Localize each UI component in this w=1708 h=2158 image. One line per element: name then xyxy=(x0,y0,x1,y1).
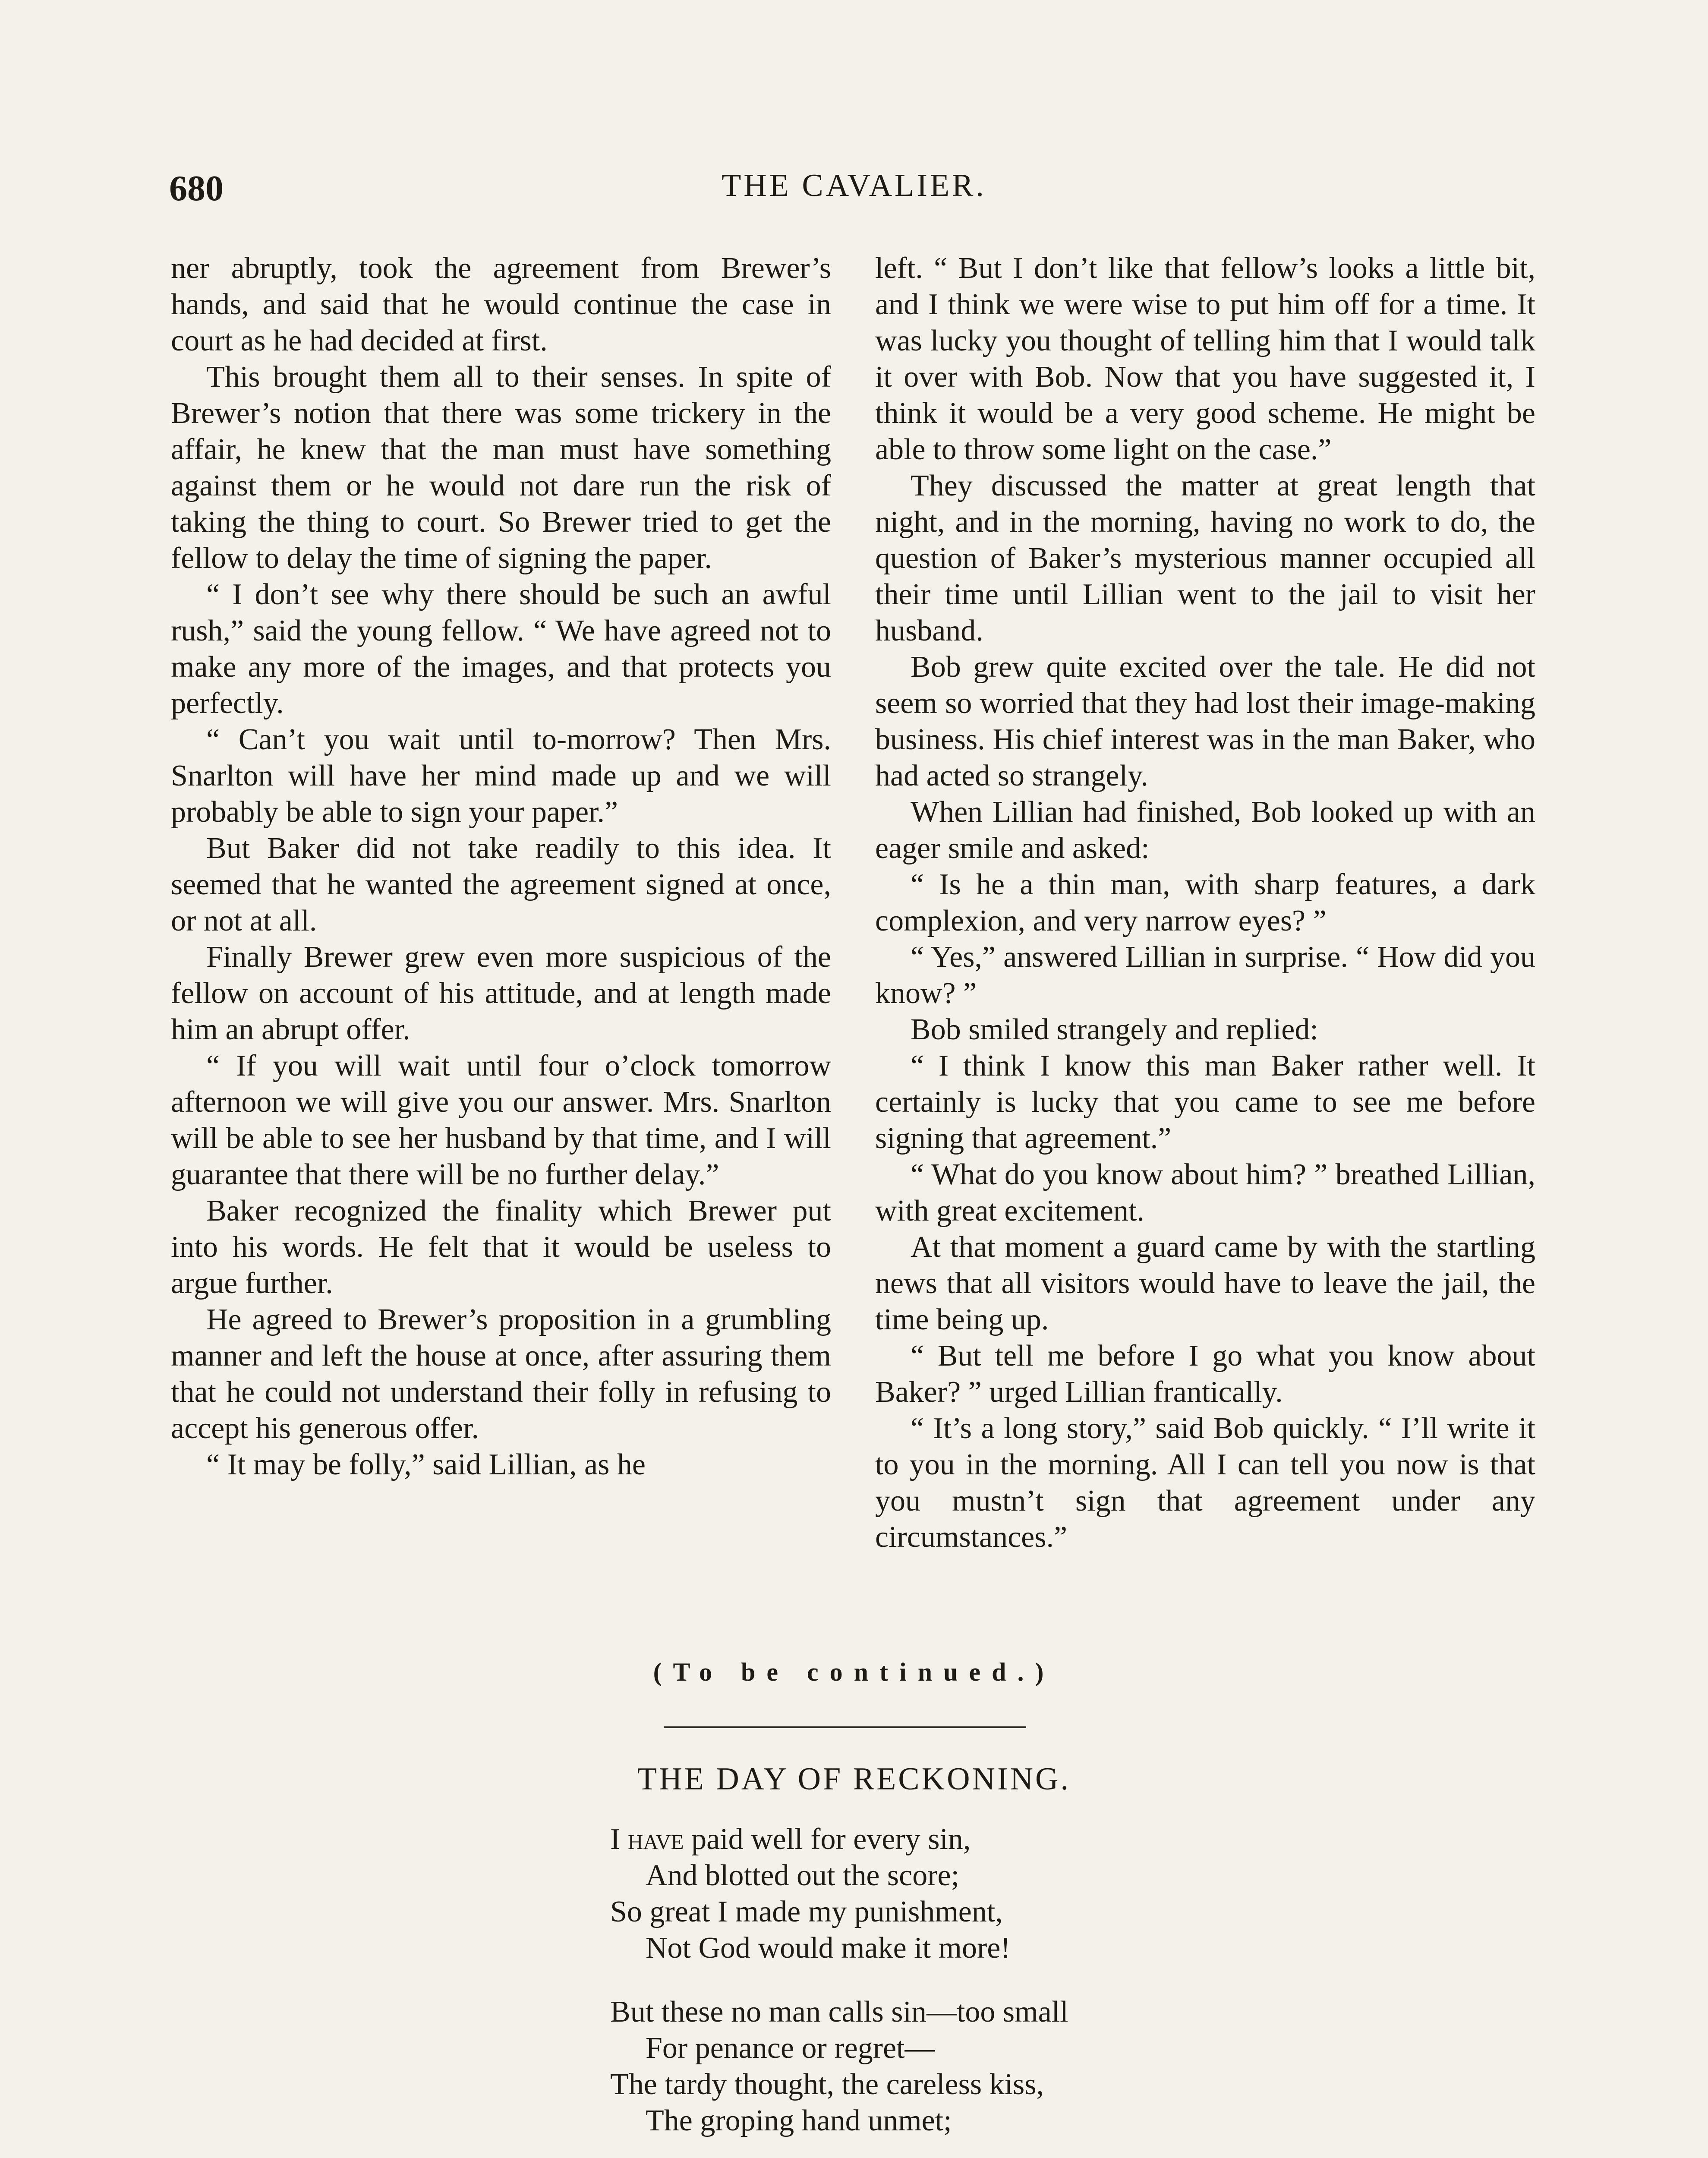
paragraph: “ Is he a thin man, with sharp features, a dark complexion, and very narrow eyes? ” xyxy=(875,868,1535,937)
story-right-column xyxy=(875,250,1535,1555)
poem-line: The groping hand unmet; xyxy=(646,2104,952,2137)
poem-stanza xyxy=(610,1994,1387,2139)
paragraph: At that moment a guard came by with the startling news that all visitors would have to leave the jail, the time being up. xyxy=(875,1230,1535,1336)
paragraph: “ It may be folly,” said Lillian, as he xyxy=(206,1448,646,1481)
paragraph: ner abruptly, took the agreement from Brewer’s hands, and said that he would continue the case in court as he had decided at first. xyxy=(171,252,831,357)
paragraph: “ It’s a long story,” said Bob quickly. “ I’ll write it to you in the morning. All I can tell you now is that you mustn’t sign that agreement under any circumstances.” xyxy=(875,1412,1535,1554)
paragraph: “ What do you know about him? ” breathed Lillian, with great excitement. xyxy=(875,1158,1535,1227)
paragraph: Bob grew quite excited over the tale. He did not seem so worried that they had lost their image-making business. His chief interest was in the man Baker, who had acted so strangely. xyxy=(875,650,1535,792)
to-be-continued: (To be continued.) xyxy=(653,1658,1055,1686)
poem-line xyxy=(610,1821,1387,1858)
paragraph: “ If you will wait until four o’clock tomorrow afternoon we will give you our answer. Mrs. Snarlton will be able to see her husband by that time, and I will guarantee that there will be no further delay.” xyxy=(171,1049,831,1191)
poem-line: For penance or regret— xyxy=(646,2032,935,2065)
poem-line: But these no man calls sin—too small xyxy=(610,1995,1068,2029)
poem-body xyxy=(610,1821,1387,2158)
running-head: THE CAVALIER. xyxy=(722,168,986,203)
poem-line: Not God would make it more! xyxy=(646,1931,1011,1965)
paragraph: But Baker did not take readily to this idea. It seemed that he wanted the agreement signed at once, or not at all. xyxy=(171,832,831,937)
paragraph: “ I don’t see why there should be such an awful rush,” said the young fellow. “ We have agreed not to make any more of the images, and that protects you perfectly. xyxy=(171,578,831,720)
poem-line: The tardy thought, the careless kiss, xyxy=(610,2068,1044,2101)
paragraph: Bob smiled strangely and replied: xyxy=(911,1013,1318,1046)
paragraph: “ But tell me before I go what you know about Baker? ” urged Lillian frantically. xyxy=(875,1339,1535,1409)
poem-line: So great I made my punishment, xyxy=(610,1895,1003,1928)
paragraph: left. “ But I don’t like that fellow’s looks a little bit, and I think we were wise to put him off for a time. It was lucky you thought of telling him that I would talk it over with Bob. Now that you have suggested it, I think it would be a very good scheme. He might be able to throw some light on the case.” xyxy=(875,252,1535,466)
paragraph: “ I think I know this man Baker rather well. It certainly is lucky that you came to see me before signing that agreement.” xyxy=(875,1049,1535,1155)
poem-stanza xyxy=(610,1821,1387,1966)
paragraph: “ Yes,” answered Lillian in surprise. “ How did you know? ” xyxy=(875,940,1535,1010)
story-left-column xyxy=(171,250,831,1483)
paragraph: He agreed to Brewer’s proposition in a grumbling manner and left the house at once, after assuring them that he could not understand their folly in refusing to accept his generous offer. xyxy=(171,1303,831,1445)
page-number: 680 xyxy=(169,168,224,208)
poem-line: And blotted out the score; xyxy=(646,1859,960,1892)
paragraph: When Lillian had finished, Bob looked up with an eager smile and asked: xyxy=(875,795,1535,865)
paragraph: This brought them all to their senses. In spite of Brewer’s notion that there was some trickery in the affair, he knew that the man must have something against them or he would not dare run the risk of taking the thing to court. So Brewer tried to get the fellow to delay the time of signing the paper. xyxy=(171,360,831,575)
paragraph: Finally Brewer grew even more suspicious of the fellow on account of his attitude, and at length made him an abrupt offer. xyxy=(171,940,831,1046)
paragraph: “ Can’t you wait until to-morrow? Then Mrs. Snarlton will have her mind made up and we will probably be able to sign your paper.” xyxy=(171,723,831,829)
section-divider xyxy=(664,1726,1026,1728)
poem-first-line-rest: paid well for every sin, xyxy=(684,1823,971,1856)
poem-first-word: I xyxy=(610,1823,621,1856)
paragraph: Baker recognized the finality which Brewer put into his words. He felt that it would be useless to argue further. xyxy=(171,1194,831,1300)
poem-title: THE DAY OF RECKONING. xyxy=(637,1761,1071,1797)
poem-smallcaps-word: have xyxy=(627,1823,684,1856)
paragraph: They discussed the matter at great length that night, and in the morning, having no work to do, the question of Baker’s mysterious manner occupied all their time until Lillian went to the jail to visit her husband. xyxy=(875,469,1535,647)
